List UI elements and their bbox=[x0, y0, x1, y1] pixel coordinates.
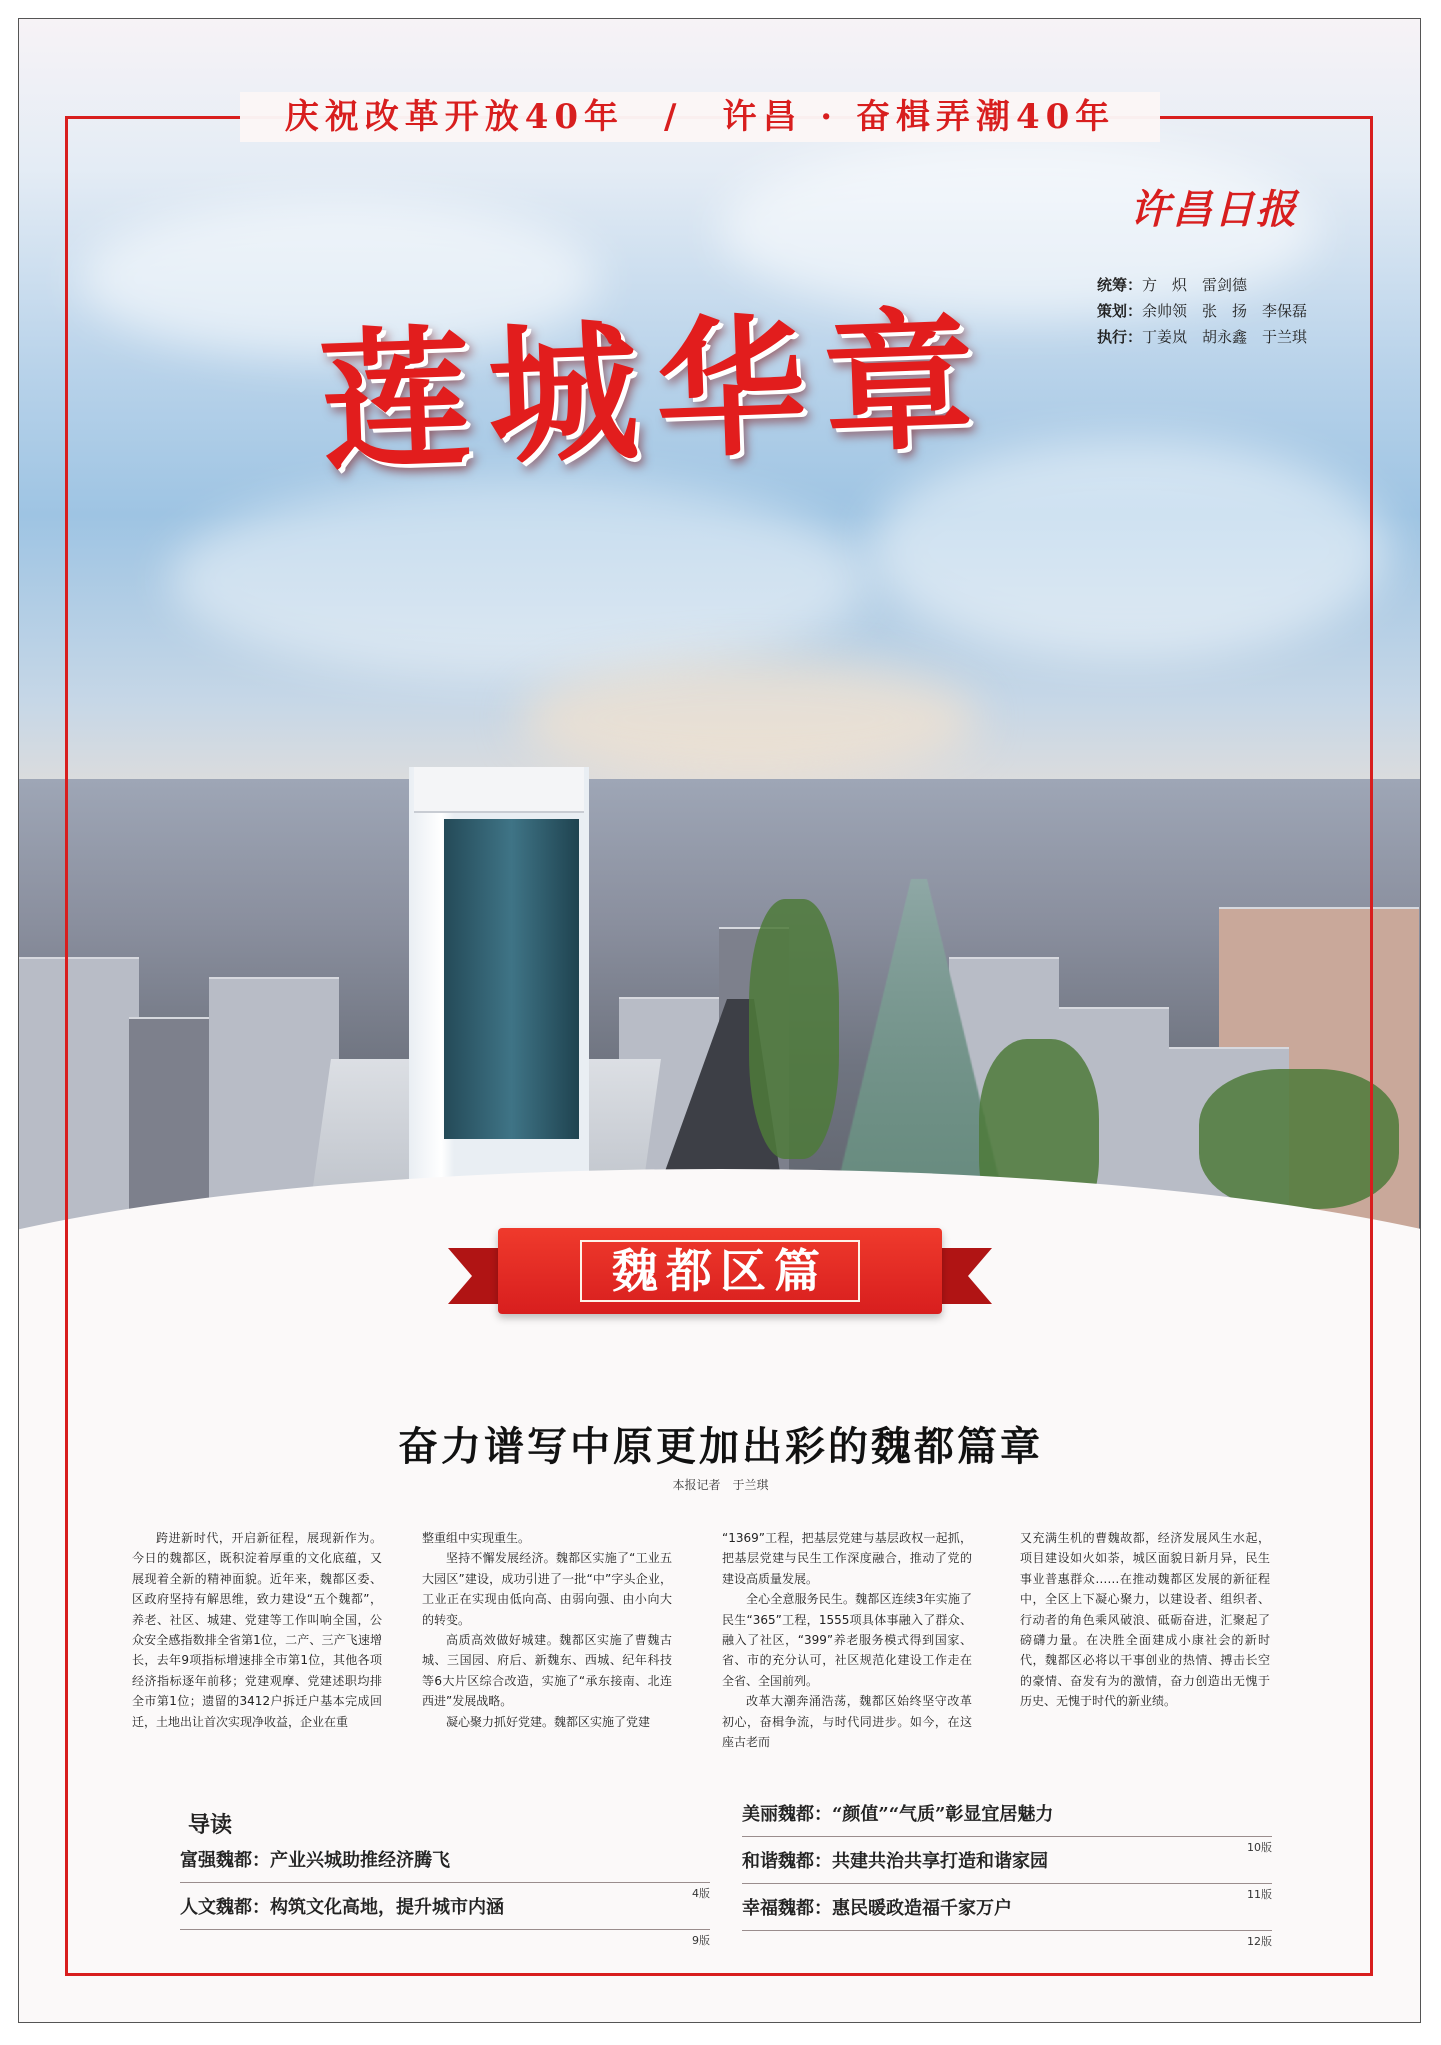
credit-line: 策划：余帅领 张 扬 李保磊 bbox=[1097, 302, 1308, 320]
newspaper-logo: 许昌日报 bbox=[1130, 186, 1298, 233]
article-byline: 本报记者 于兰琪 bbox=[672, 1478, 769, 1492]
anniversary-slogan: 庆祝改革开放40年 / 许昌 · 奋楫弄潮40年 bbox=[240, 92, 1160, 142]
credit-line: 统筹：方 炽 雷剑德 bbox=[1097, 276, 1248, 294]
article-column bbox=[722, 1528, 972, 1752]
article-column bbox=[422, 1528, 672, 1732]
article-paragraph: 又充满生机的曹魏故都，经济发展风生水起，项目建设如火如荼，城区面貌日新月异，民生事业普惠群众……在推动魏都区发展的新征程中，全区上下凝心聚力，以建设者、组织者、行动者的角色乘风破浪、砥砺奋进，汇聚起了磅礴力量。在决胜全面建成小康社会的新时代，魏都区必将以干事创业的热情、搏击长空的豪情、奋发有为的激情，奋力创造出无愧于历史、无愧于时代的新业绩。 bbox=[1020, 1531, 1270, 1709]
guide-item[interactable]: 富强魏都：产业兴城助推经济腾飞 4版 bbox=[180, 1850, 710, 1900]
section-ribbon-label: 魏都区篇 bbox=[580, 1240, 860, 1302]
main-title: 莲城华章 bbox=[317, 291, 995, 492]
article-paragraph: 跨进新时代，开启新征程，展现新作为。今日的魏都区，既积淀着厚重的文化底蕴，又展现着全新的精神面貌。近年来，魏都区委、区政府坚持有解思维，致力建设“五个魏都”，养老、社区、城建、党建等工作叫响全国，公众安全感指数排全省第1位，二产、三产飞速增长，去年9项指标增速排全市第1位，其他各项经济指标逐年前移；党建观摩、党建述职均排全市第1位；遗留的3412户拆迁户基本完成回迁，土地出让首次实现净收益，企业在重 bbox=[132, 1531, 382, 1729]
guide-item[interactable]: 幸福魏都：惠民暖政造福千家万户 12版 bbox=[742, 1898, 1272, 1948]
reading-guide-title: 导读 bbox=[188, 1812, 233, 1838]
article-paragraph: “1369”工程，把基层党建与基层政权一起抓，把基层党建与民生工作深度融合，推动了党的建设高质量发展。 bbox=[722, 1531, 972, 1586]
article-paragraph: 高质高效做好城建。魏都区实施了曹魏古城、三国园、府后、新魏东、西城、纪年科技等6大片区综合改造，实施了“承东接南、北连西进”发展战略。 bbox=[422, 1633, 672, 1709]
article-column bbox=[132, 1528, 382, 1732]
article-paragraph: 整重组中实现重生。 bbox=[422, 1531, 531, 1545]
article-paragraph: 全心全意服务民生。魏都区连续3年实施了民生“365”工程，1555项具体事融入了群众、融入了社区，“399”养老服务模式得到国家、省、市的充分认可，社区规范化建设工作走在全省、全国前列。 bbox=[722, 1592, 972, 1688]
article-paragraph: 坚持不懈发展经济。魏都区实施了“工业五大园区”建设，成功引进了一批“中”字头企业，工业正在实现由低向高、由弱向强、由小向大的转变。 bbox=[422, 1551, 672, 1627]
credit-line: 执行：丁姜岚 胡永鑫 于兰琪 bbox=[1097, 328, 1308, 346]
article-paragraph: 改革大潮奔涌浩荡，魏都区始终坚守改革初心，奋楫争流，与时代同进步。如今，在这座古老而 bbox=[722, 1694, 972, 1750]
article-headline: 奋力谱写中原更加出彩的魏都篇章 bbox=[398, 1423, 1043, 1470]
article-paragraph: 凝心聚力抓好党建。魏都区实施了党建 bbox=[446, 1714, 651, 1729]
guide-item[interactable]: 和谐魏都：共建共治共享打造和谐家园 11版 bbox=[742, 1851, 1272, 1901]
guide-item[interactable]: 人文魏都：构筑文化高地，提升城市内涵 9版 bbox=[180, 1897, 710, 1947]
guide-item[interactable]: 美丽魏都：“颜值”“气质”彰显宜居魅力 10版 bbox=[742, 1804, 1272, 1854]
credits-block bbox=[1097, 272, 1357, 350]
article-column bbox=[1020, 1528, 1270, 1712]
